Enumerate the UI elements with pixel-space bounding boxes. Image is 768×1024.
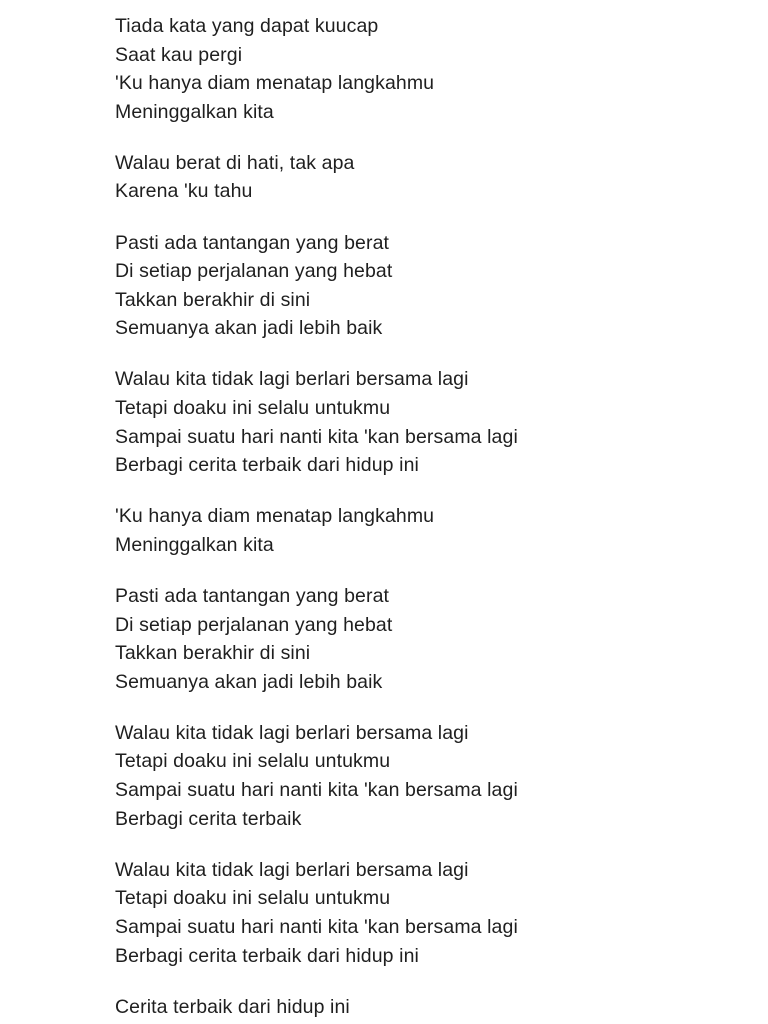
stanza-9 — [115, 993, 735, 1022]
stanza-7 — [115, 719, 735, 833]
lyric-line: Berbagi cerita terbaik dari hidup ini — [115, 454, 419, 477]
lyric-line: Tetapi doaku ini selalu untukmu — [115, 887, 391, 910]
lyric-line: Walau berat di hati, tak apa — [115, 151, 355, 174]
lyric-line: Sampai suatu hari nanti kita 'kan bersama lagi — [115, 779, 518, 802]
stanza-6 — [115, 582, 735, 696]
lyric-line: Semuanya akan jadi lebih baik — [115, 670, 383, 693]
lyric-line: Semuanya akan jadi lebih baik — [115, 317, 383, 340]
stanza-3 — [115, 229, 735, 343]
stanza-5 — [115, 502, 735, 559]
lyric-line: 'Ku hanya diam menatap langkahmu — [115, 505, 435, 528]
lyric-line: Sampai suatu hari nanti kita 'kan bersama lagi — [115, 425, 518, 448]
lyric-line: Tetapi doaku ini selalu untukmu — [115, 750, 391, 773]
lyric-line: Berbagi cerita terbaik dari hidup ini — [115, 944, 419, 967]
lyric-line: Tiada kata yang dapat kuucap — [115, 15, 379, 37]
lyric-line: Tetapi doaku ini selalu untukmu — [115, 397, 391, 420]
lyric-line: Walau kita tidak lagi berlari bersama lagi — [115, 858, 469, 881]
lyric-line: Meninggalkan kita — [115, 533, 274, 556]
lyric-line: Meninggalkan kita — [115, 100, 274, 123]
lyric-line: Di setiap perjalanan yang hebat — [115, 613, 393, 636]
lyric-line: Walau kita tidak lagi berlari bersama lagi — [115, 721, 469, 744]
lyric-line: Pasti ada tantangan yang berat — [115, 585, 390, 607]
lyric-line: Takkan berakhir di sini — [115, 288, 311, 311]
stanza-8 — [115, 856, 735, 970]
stanza-2 — [115, 149, 735, 206]
stanza-4 — [115, 365, 735, 479]
lyric-line: Di setiap perjalanan yang hebat — [115, 260, 393, 283]
lyric-line: Cerita terbaik dari hidup ini — [115, 995, 350, 1018]
lyric-line: Pasti ada tantangan yang berat — [115, 231, 390, 254]
lyric-line: Walau kita tidak lagi berlari bersama lagi — [115, 368, 469, 391]
lyric-line: Berbagi cerita terbaik — [115, 807, 302, 830]
lyric-line: Karena 'ku tahu — [115, 180, 253, 203]
lyrics-document — [115, 12, 735, 1021]
stanza-1 — [115, 12, 735, 126]
lyric-line: Sampai suatu hari nanti kita 'kan bersama lagi — [115, 915, 518, 938]
lyric-line: 'Ku hanya diam menatap langkahmu — [115, 72, 435, 95]
lyric-line: Saat kau pergi — [115, 43, 243, 66]
lyric-line: Takkan berakhir di sini — [115, 642, 311, 665]
